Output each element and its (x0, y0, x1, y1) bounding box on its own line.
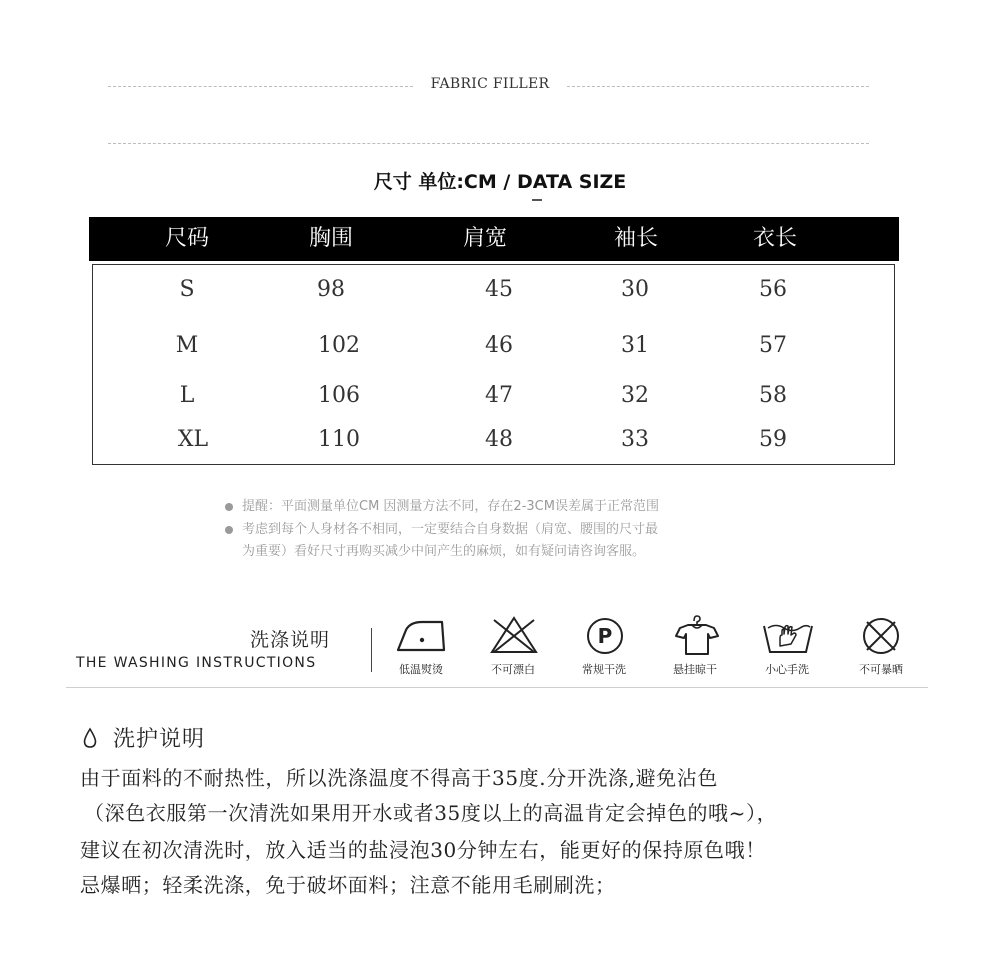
column-header-sleeve: 袖长 (613, 226, 658, 251)
wash-label-iron: 低温熨烫 (399, 663, 443, 676)
note-bullet (225, 526, 233, 534)
cell-chest: 110 (318, 427, 360, 452)
size-table-title: 尺寸 单位:CM / DATA SIZE (373, 171, 627, 193)
header-divider-bottom (108, 143, 869, 144)
wash-label-dryclean: 常规干洗 (582, 663, 626, 676)
cell-chest: 106 (318, 383, 360, 408)
cell-sleeve: 31 (621, 333, 649, 358)
size-table-header (89, 217, 899, 261)
washing-title-cn: 洗涤说明 (250, 629, 331, 651)
care-text-line-4: 忌爆晒；轻柔洗涤，免于破坏面料；注意不能用毛刷刷洗； (80, 873, 616, 897)
header-divider-left (108, 86, 413, 87)
cell-length: 59 (759, 427, 787, 452)
washing-divider (371, 628, 372, 672)
wash-label-handwash: 小心手洗 (765, 663, 809, 676)
cell-shoulder: 48 (485, 427, 513, 452)
hang-dry-icon (666, 614, 726, 656)
wash-label-hang: 悬挂晾干 (673, 663, 717, 676)
fabric-filler-title: FABRIC FILLER (430, 76, 550, 92)
wash-label-sun: 不可暴晒 (859, 663, 903, 676)
do-not-bleach-icon (484, 614, 544, 656)
care-text-line-3: 建议在初次清洗时，放入适当的盐浸泡30分钟左右，能更好的保持原色哦！ (80, 838, 766, 862)
cell-length: 58 (759, 383, 787, 408)
column-header-length: 衣长 (752, 226, 797, 251)
washing-title-en: THE WASHING INSTRUCTIONS (76, 655, 317, 671)
cell-size: L (179, 383, 195, 408)
cell-sleeve: 32 (621, 383, 649, 408)
care-text-line-2: （深色衣服第一次清洗如果用开水或者35度以上的高温肯定会掉色的哦~）， (84, 801, 778, 825)
cell-shoulder: 45 (485, 277, 513, 302)
fit-note-line-1: 考虑到每个人身材各不相同，一定要结合自身数据（肩宽、腰围的尺寸最 (242, 522, 659, 537)
column-header-size: 尺码 (164, 226, 209, 251)
cell-sleeve: 30 (621, 277, 649, 302)
svg-text:P: P (597, 624, 613, 648)
cell-length: 57 (759, 333, 787, 358)
water-drop-icon (82, 727, 98, 749)
note-bullet (225, 503, 233, 511)
cell-sleeve: 33 (621, 427, 649, 452)
washing-section-rule (66, 687, 928, 688)
measurement-note: 提醒：平面测量单位CM 因测量方法不同，存在2-3CM误差属于正常范围 (242, 499, 659, 514)
cell-size: S (179, 277, 195, 302)
dry-clean-p-icon (575, 614, 635, 656)
cell-shoulder: 47 (485, 383, 513, 408)
care-text-line-1: 由于面料的不耐热性，所以洗涤温度不得高于35度.分开洗涤,避免沾色 (80, 766, 718, 790)
cell-chest: 98 (317, 277, 345, 302)
hand-wash-icon (758, 614, 818, 656)
care-title: 洗护说明 (113, 727, 206, 752)
cell-shoulder: 46 (485, 333, 513, 358)
cell-chest: 102 (318, 333, 360, 358)
header-divider-right (567, 86, 869, 87)
title-underline-mark (532, 199, 542, 201)
wash-label-bleach: 不可漂白 (491, 663, 535, 676)
size-table-body (92, 264, 895, 465)
fit-note-line-2: 为重要）看好尺寸再购买减少中间产生的麻烦，如有疑问请咨询客服。 (242, 544, 646, 559)
low-temperature-iron-icon (392, 614, 452, 656)
cell-size: XL (177, 427, 209, 452)
cell-size: M (175, 333, 199, 358)
cell-length: 56 (759, 277, 787, 302)
column-header-chest: 胸围 (308, 226, 353, 251)
column-header-shoulder: 肩宽 (462, 226, 507, 251)
do-not-sun-dry-icon (851, 614, 911, 656)
